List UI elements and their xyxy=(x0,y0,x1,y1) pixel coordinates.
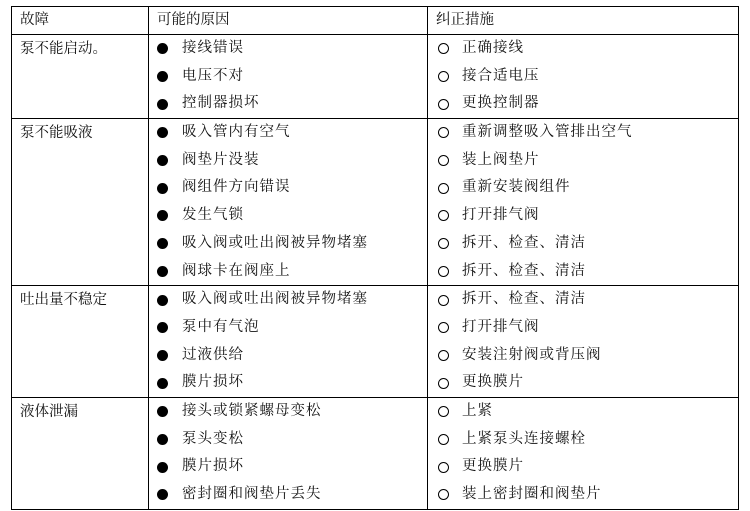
fault-cell: 泵不能启动。 xyxy=(12,35,149,119)
cause-text: 接头或锁紧螺母变松 xyxy=(182,402,322,419)
action-item xyxy=(428,63,738,91)
hollow-bullet-icon xyxy=(438,350,449,361)
action-cell xyxy=(428,286,739,398)
action-item xyxy=(428,258,738,286)
action-item xyxy=(428,174,738,202)
cause-text: 膜片损坏 xyxy=(182,374,244,391)
action-text: 拆开、检查、清洁 xyxy=(462,234,586,251)
action-item xyxy=(428,90,738,118)
action-text: 装上阀垫片 xyxy=(462,151,540,168)
filled-bullet-icon xyxy=(157,350,168,361)
hollow-bullet-icon xyxy=(438,406,449,417)
cause-item xyxy=(149,314,427,342)
action-item xyxy=(428,147,738,175)
cause-text: 吸入阀或吐出阀被异物堵塞 xyxy=(182,291,368,308)
filled-bullet-icon xyxy=(157,434,168,445)
hollow-bullet-icon xyxy=(438,266,449,277)
cause-item xyxy=(149,453,427,481)
hollow-bullet-icon xyxy=(438,238,449,249)
hollow-bullet-icon xyxy=(438,99,449,110)
table-row xyxy=(12,397,739,509)
cause-item xyxy=(149,174,427,202)
cause-text: 密封圈和阀垫片丢失 xyxy=(182,486,322,502)
cause-cell xyxy=(149,286,428,398)
filled-bullet-icon xyxy=(157,71,168,82)
fault-cell: 吐出量不稳定 xyxy=(12,286,149,398)
action-text: 拆开、检查、清洁 xyxy=(462,291,586,308)
cause-item xyxy=(149,369,427,397)
hollow-bullet-icon xyxy=(438,210,449,221)
table-header-row xyxy=(12,7,739,35)
table-row xyxy=(12,119,739,286)
cause-item xyxy=(149,286,427,314)
filled-bullet-icon xyxy=(157,406,168,417)
action-text: 上紧 xyxy=(462,402,493,419)
cause-text: 阀球卡在阀座上 xyxy=(182,262,291,279)
action-text: 拆开、检查、清洁 xyxy=(462,262,586,279)
hollow-bullet-icon xyxy=(438,322,449,333)
cause-item xyxy=(149,147,427,175)
troubleshooting-table-wrapper xyxy=(11,6,739,510)
action-text: 安装注射阀或背压阀 xyxy=(462,346,602,363)
hollow-bullet-icon xyxy=(438,127,449,138)
filled-bullet-icon xyxy=(157,266,168,277)
action-text: 重新调整吸入管排出空气 xyxy=(462,124,633,141)
cause-item xyxy=(149,90,427,118)
cause-item xyxy=(149,426,427,454)
cause-text: 阀组件方向错误 xyxy=(182,179,291,196)
cause-text: 吸入管内有空气 xyxy=(182,124,291,141)
hollow-bullet-icon xyxy=(438,295,449,306)
hollow-bullet-icon xyxy=(438,71,449,82)
action-text: 重新安装阀组件 xyxy=(462,179,571,196)
table-row xyxy=(12,35,739,119)
troubleshooting-table xyxy=(11,6,739,510)
filled-bullet-icon xyxy=(157,378,168,389)
cause-text: 阀垫片没装 xyxy=(182,151,260,168)
cause-item xyxy=(149,481,427,509)
action-cell xyxy=(428,119,739,286)
cause-text: 泵中有气泡 xyxy=(182,318,260,335)
action-item xyxy=(428,314,738,342)
action-cell xyxy=(428,397,739,509)
hollow-bullet-icon xyxy=(438,489,449,500)
filled-bullet-icon xyxy=(157,462,168,473)
cause-text: 接线错误 xyxy=(182,40,244,56)
action-item xyxy=(428,35,738,63)
hollow-bullet-icon xyxy=(438,43,449,54)
cause-item xyxy=(149,230,427,258)
cause-text: 膜片损坏 xyxy=(182,458,244,475)
cause-cell xyxy=(149,397,428,509)
cause-text: 控制器损坏 xyxy=(182,95,260,112)
filled-bullet-icon xyxy=(157,183,168,194)
filled-bullet-icon xyxy=(157,155,168,166)
cause-item xyxy=(149,119,427,147)
hollow-bullet-icon xyxy=(438,183,449,194)
action-text: 打开排气阀 xyxy=(462,207,540,224)
cause-text: 发生气锁 xyxy=(182,207,244,224)
action-item xyxy=(428,369,738,397)
action-text: 更换控制器 xyxy=(462,95,540,112)
hollow-bullet-icon xyxy=(438,155,449,166)
filled-bullet-icon xyxy=(157,210,168,221)
filled-bullet-icon xyxy=(157,489,168,500)
cause-item xyxy=(149,202,427,230)
action-item xyxy=(428,481,738,509)
cause-text: 过液供给 xyxy=(182,346,244,363)
fault-cell: 液体泄漏 xyxy=(12,397,149,509)
filled-bullet-icon xyxy=(157,322,168,333)
header-fault: 故障 xyxy=(12,7,149,35)
hollow-bullet-icon xyxy=(438,434,449,445)
header-cause: 可能的原因 xyxy=(149,7,428,35)
action-item xyxy=(428,119,738,147)
action-cell xyxy=(428,35,739,119)
cause-item xyxy=(149,35,427,63)
cause-item xyxy=(149,258,427,286)
filled-bullet-icon xyxy=(157,43,168,54)
cause-cell xyxy=(149,35,428,119)
table-row xyxy=(12,286,739,398)
action-text: 装上密封圈和阀垫片 xyxy=(462,486,602,502)
hollow-bullet-icon xyxy=(438,378,449,389)
header-action: 纠正措施 xyxy=(428,7,739,35)
action-text: 正确接线 xyxy=(462,40,524,56)
action-item xyxy=(428,202,738,230)
filled-bullet-icon xyxy=(157,295,168,306)
cause-text: 泵头变松 xyxy=(182,430,244,447)
hollow-bullet-icon xyxy=(438,462,449,473)
action-item xyxy=(428,342,738,370)
action-item xyxy=(428,453,738,481)
cause-cell xyxy=(149,119,428,286)
action-item xyxy=(428,426,738,454)
cause-item xyxy=(149,63,427,91)
filled-bullet-icon xyxy=(157,238,168,249)
action-text: 更换膜片 xyxy=(462,458,524,475)
filled-bullet-icon xyxy=(157,99,168,110)
action-text: 更换膜片 xyxy=(462,374,524,391)
action-text: 打开排气阀 xyxy=(462,318,540,335)
action-item xyxy=(428,286,738,314)
cause-item xyxy=(149,398,427,426)
cause-item xyxy=(149,342,427,370)
cause-text: 电压不对 xyxy=(182,67,244,84)
fault-cell: 泵不能吸液 xyxy=(12,119,149,286)
action-text: 上紧泵头连接螺栓 xyxy=(462,430,586,447)
cause-text: 吸入阀或吐出阀被异物堵塞 xyxy=(182,234,368,251)
filled-bullet-icon xyxy=(157,127,168,138)
action-item xyxy=(428,230,738,258)
action-item xyxy=(428,398,738,426)
action-text: 接合适电压 xyxy=(462,67,540,84)
